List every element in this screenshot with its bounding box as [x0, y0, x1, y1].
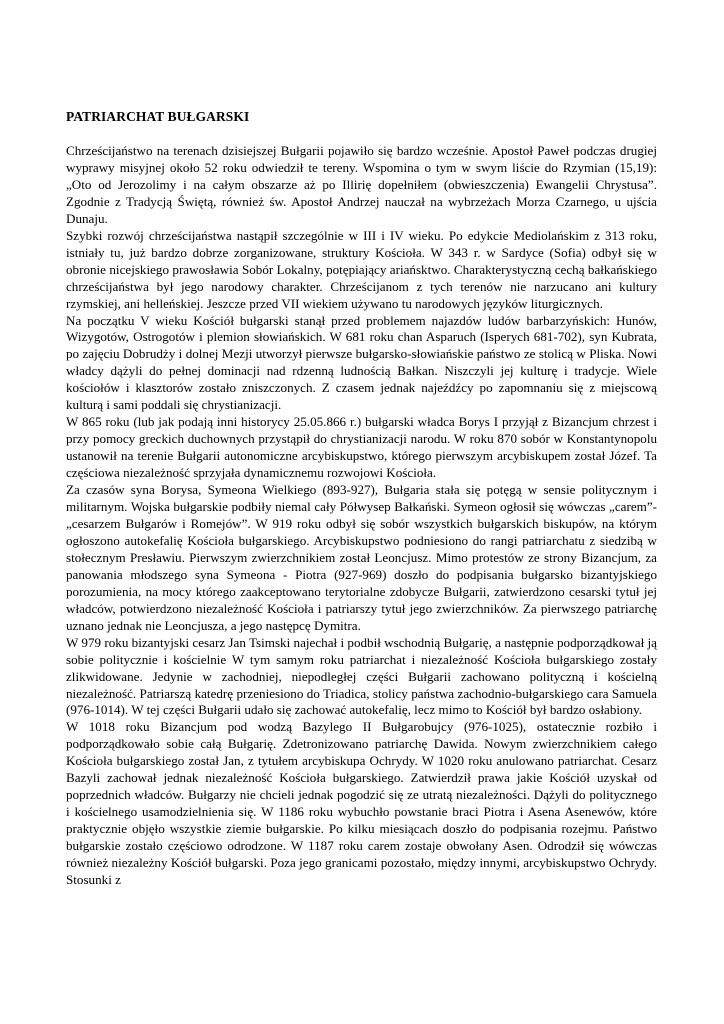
document-title: PATRIARCHAT BUŁGARSKI [66, 109, 250, 124]
paragraph-baptism-boris: W 865 roku (lub jak podają inni historycy 25.05.866 r.) bułgarski władca Borys I przyjął z Bizancjum chrzest i przy pomocy greckich duchownych przystąpił do chrystianizacji narodu. W roku 870 sobór w Konstantynopolu ustanowił na terenie Bułgarii autonomiczne arcybiskupstwo, którego pierwszym arcybiskupem został Józef. Ta częściowa niezależność sprzyjała dynamicznemu rozwojowi Kościoła. [66, 414, 657, 481]
paragraph-basil-ochrid: W 1018 roku Bizancjum pod wodzą Bazylego II Bułgarobujcy (976-1025), ostatecznie rozbiło i podporządkowało sobie całą Bułgarię. Zdetronizowano patriarchę Dawida. Nowym zwierzchnikiem całego Kościoła bułgarskiego został Jan, z tytułem arcybiskupa Ochrydy. W 1020 roku anulowano patriarchat. Cesarz Bazyli zachował jednak niezależność Kościoła bułgarskiego. Zatwierdził prawa jakie Kościół uzyskał od poprzednich władców. Bułgarzy nie chcieli jednak pogodzić się ze utratą niezależności. Dążyli do politycznego i kościelnego usamodzielnienia się. W 1186 roku wybuchło powstanie braci Piotra i Asena Asenewów, które praktycznie objęło wszystkie ziemie bułgarskie. Po kilku miesiącach doszło do podpisania rozejmu. Państwo bułgarskie zostało częściowo odrodzone. W 1187 roku carem zostaje obwołany Asen. Odrodził się wówczas również niezależny Kościół bułgarski. Poza jego granicami pozostało, między innymi, arcybiskupstwo Ochrydy. Stosunki z [66, 719, 657, 887]
paragraph-early-development: Szybki rozwój chrześcijaństwa nastąpił szczególnie w III i IV wieku. Po edykcie Mediolańskim z 313 roku, istniały tu, już bardzo dobrze zorganizowane, struktury Kościoła. W 343 r. w Sardyce (Sofia) odbył się w obronie nicejskiego prawosławia Sobór Lokalny, potępiający ariańsktwo. Charakterystyczną cechą bałkańskiego chrześcijaństwa był jego narodowy charakter. Chrześcijanom z tych terenów nie narzucano ani kultury rzymskiej, ani helleńskiej. Jeszcze przed VII wiekiem używano tu narodowych języków liturgicznych. [66, 227, 657, 311]
document-body [66, 108, 657, 889]
paragraph-barbarian-invasions: Na początku V wieku Kościół bułgarski stanął przed problemem najazdów ludów barbarzyńskich: Hunów, Wizygotów, Ostrogotów i plemion słowiańskich. W 681 roku chan Asparuch (Isperych 681-702), syn Kubrata, po zajęciu Dobrudży i dolnej Mezji utworzył pierwsze bułgarsko-słowiańskie państwo ze stolicą w Pliska. Nowi władcy dążyli do pełnej dominacji nad rdzenną ludnością Bałkan. Niszczyli jej kulturę i tradycje. Wiele kościołów i klasztorów zostało zniszczonych. Z czasem jednak najeźdźcy po zapomnaniu się z miejscową kulturą i sami poddali się chrystianizacji. [66, 312, 657, 413]
paragraph-byzantine-conquest: W 979 roku bizantyjski cesarz Jan Tsimski najechał i podbił wschodnią Bułgarię, a następnie podporządkował ją sobie politycznie i kościelnie W tym samym roku patriarchat i niezależność Kościoła bułgarskiego zostały zlikwidowane. Jedynie w zachodniej, niepodległej części Bułgarii zachowano polityczną i kościelną niezależność. Patriarszą katedrę przeniesiono do Triadica, stolicy państwa zachodnio-bułgarskiego cara Samuela (976-1014). W tej części Bułgarii udało się zachować autokefalię, lecz mimo to Kościół był bardzo osłabiony. [66, 634, 657, 718]
paragraph-intro: Chrześcijaństwo na terenach dzisiejszej Bułgarii pojawiło się bardzo wcześnie. Apostoł Paweł podczas drugiej wyprawy misyjnej około 52 roku odwiedził te tereny. Wspomina o tym w swym liście do Rzymian (15,19): „Oto od Jerozolimy i na całym obszarze aż po Illirię dopełniłem (obwieszczenia) Ewangelii Chrystusa”. Zgodnie z Tradycją Świętą, również św. Apostoł Andrzej nauczał na wybrzeżach Morza Czarnego, u ujścia Dunaju. [66, 143, 657, 226]
paragraph-symeon-patriarchate: Za czasów syna Borysa, Symeona Wielkiego (893-927), Bułgaria stała się potęgą w sensie politycznym i militarnym. Wojska bułgarskie podbiły niemal cały Półwysep Bałkański. Symeon ogłosił się wówczas „carem”-„cesarzem Bułgarów i Romejów”. W 919 roku odbył się sobór wszystkich bułgarskich biskupów, na którym ogłoszono autokefalię Kościoła bułgarskiego. Arcybiskupstwo podniesiono do rangi patriarchatu z siedzibą w stołecznym Presławiu. Pierwszym zwierzchnikiem został Leoncjusz. Mimo protestów ze strony Bizancjum, za panowania młodszego syna Symeona - Piotra (927-969) doszło do podpisania bułgarsko bizantyjskiego porozumienia, na mocy którego zaakceptowano terytorialne zdobycze Bułgarii, zatwierdzono cesarski tytuł jej władców, potwierdzono niezależność Kościoła i patriarszy tytuł jego zwierzchników. Za pierwszego patriarchę uznano jednak nie Leoncjusza, a jego następcę Dymitra. [66, 482, 657, 633]
